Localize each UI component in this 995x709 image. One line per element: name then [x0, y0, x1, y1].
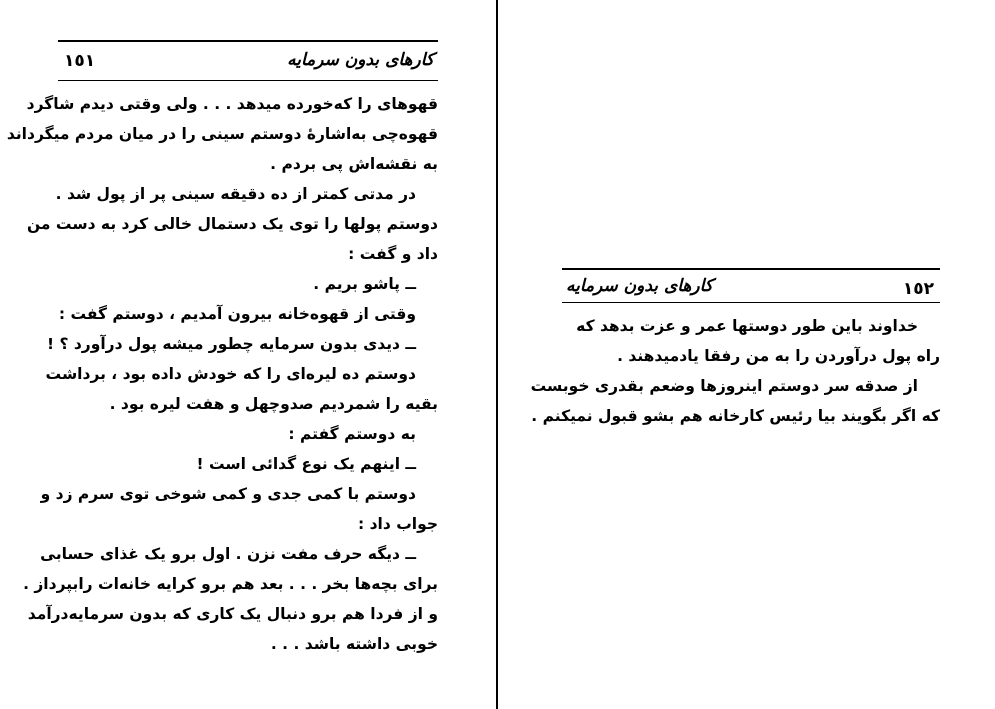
text-line: دوستم ده لیره‌ای را که خودش داده بود ، برداشت — [45, 365, 416, 383]
text-line: داد و گفت : — [348, 245, 438, 263]
text-line: بقیه را شمردیم صدوچهل و هفت لیره بود . — [109, 395, 438, 413]
text-line: دوستم پولها را توی یک دستمال خالی کرد به دست من — [26, 215, 438, 233]
text-line: به نقشه‌اش پی بردم . — [270, 155, 438, 173]
right-page — [530, 268, 940, 431]
text-line: که اگر بگویند بیا رئیس کارخانه هم بشو قبول نمیکنم . — [531, 407, 940, 425]
text-line: در مدتی کمتر از ده دقیقه سینی پر از پول شد . — [55, 185, 416, 203]
right-page-body — [530, 303, 940, 431]
text-line: قهوهای را که‌خورده میدهد . . . ولی وقتی دیدم شاگرد — [26, 95, 438, 113]
text-line: و از فردا هم برو دنبال یک کاری که بدون سرمایه‌درآمد — [27, 605, 438, 623]
text-line: ــ دیدی بدون سرمایه چطور میشه پول درآورد ؟ ! — [46, 335, 416, 353]
text-line: برای بچه‌ها بخر . . . بعد هم برو کرایه خانه‌ات رابپرداز . — [23, 575, 438, 593]
left-page-body — [6, 81, 438, 659]
left-running-title: کارهای بدون سرمایه — [287, 50, 434, 70]
left-page-header — [58, 40, 438, 81]
right-page-number: ١٥٢ — [902, 279, 934, 299]
right-page-header — [562, 268, 940, 303]
text-line: از صدقه سر دوستم اینروزها وضعم بقدری خوبست — [530, 377, 918, 395]
right-running-title: کارهای بدون سرمایه — [566, 276, 713, 296]
text-line: ــ دیگه حرف مفت نزن . اول برو یک غذای حسابی — [40, 545, 416, 563]
text-line: راه پول درآوردن را به من رفقا یادمیدهند . — [617, 347, 940, 365]
text-line: ــ پاشو بریم . — [313, 275, 416, 293]
text-line: به دوستم گفتم : — [288, 425, 416, 443]
text-line: دوستم با کمی جدی و کمی شوخی توی سرم زد و — [40, 485, 416, 503]
text-line: خوبی داشته باشد . . . — [270, 635, 438, 653]
left-page-number: ١٥١ — [64, 51, 96, 71]
text-line: خداوند باین طور دوستها عمر و عزت بدهد که — [576, 317, 918, 335]
book-gutter — [496, 0, 498, 709]
text-line: ــ اینهم یک نوع گدائی است ! — [196, 455, 416, 473]
text-line: وقتی از قهوه‌خانه بیرون آمدیم ، دوستم گفت : — [58, 305, 416, 323]
text-line: قهوه‌چی به‌اشارهٔ دوستم سینی را در میان مردم میگرداند — [6, 125, 438, 143]
text-line: جواب داد : — [358, 515, 438, 533]
left-page — [6, 40, 438, 659]
